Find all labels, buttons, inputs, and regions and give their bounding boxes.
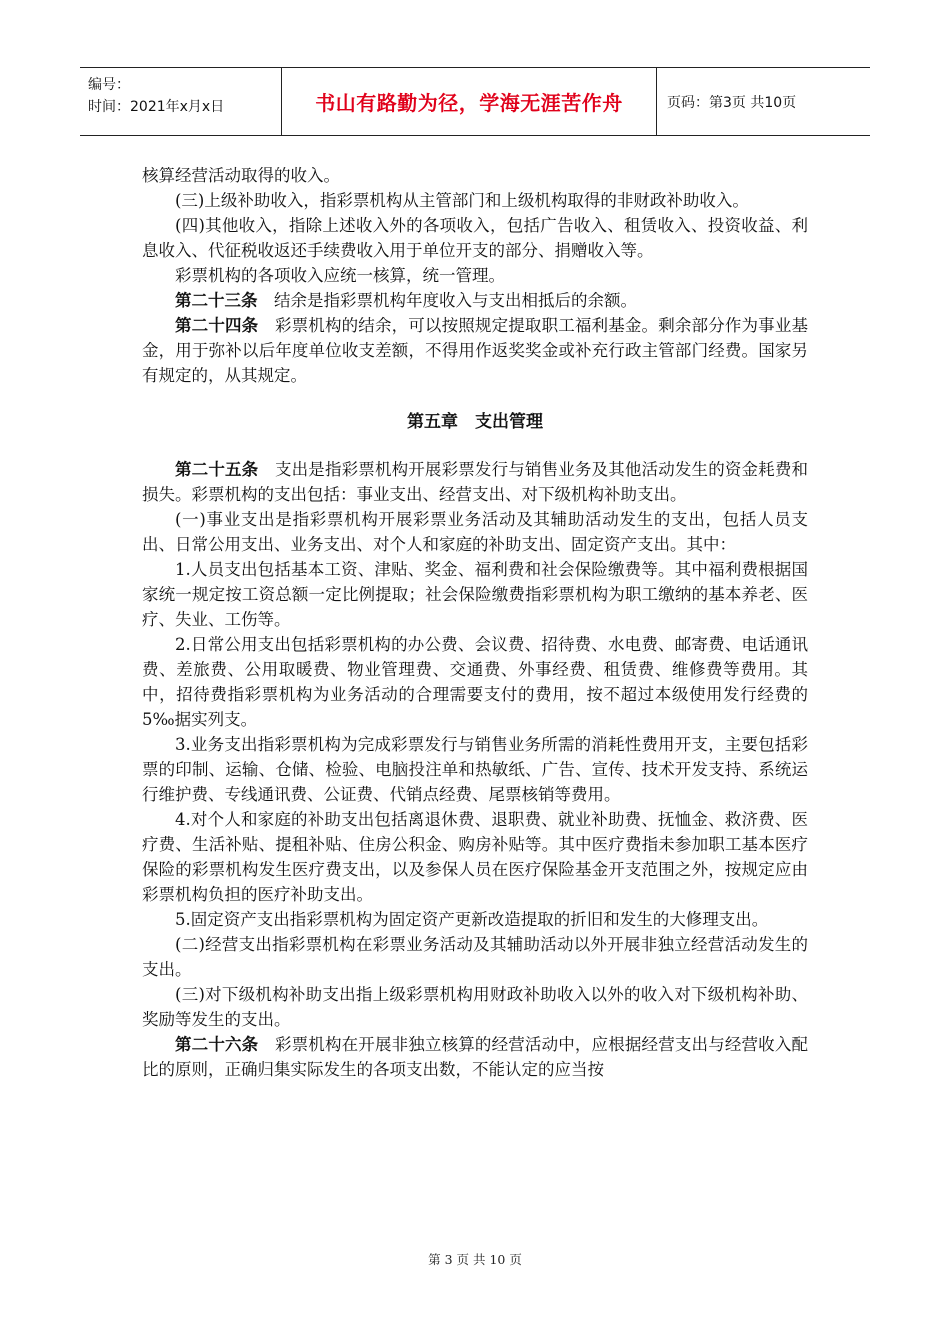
paragraph: 2.日常公用支出包括彩票机构的办公费、会议费、招待费、水电费、邮寄费、电话通讯费、差旅费、公用取暖费、物业管理费、交通费、外事经费、租赁费、维修费等费用。其中，招待费指彩票机构为业务活动的合理需要支付的费用，按不超过本级使用发行经费的5‰据实列支。 — [142, 635, 808, 729]
article-text: 彩票机构的结余，可以按照规定提取职工福利基金。剩余部分作为事业基金，用于弥补以后年度单位收支差额，不得用作返奖奖金或补充行政主管部门经费。国家另有规定的，从其规定。 — [142, 316, 809, 385]
article-title: 第二十六条 — [175, 1035, 259, 1054]
document-date-label: 时间：2021年x月x日 — [88, 99, 225, 115]
paragraph: (四)其他收入，指除上述收入外的各项收入，包括广告收入、租赁收入、投资收益、利息收入、代征税收返还手续费收入用于单位开支的部分、捐赠收入等。 — [142, 216, 808, 260]
article-text: 结余是指彩票机构年度收入与支出相抵后的余额。 — [274, 291, 637, 310]
paragraph: 4.对个人和家庭的补助支出包括离退休费、退职费、就业补助费、抚恤金、救济费、医疗费、生活补贴、提租补贴、住房公积金、购房补贴等。其中医疗费指未参加职工基本医疗保险的彩票机构发生医疗费支出，以及参保人员在医疗保险基金开支范围之外，按规定应由彩票机构负担的医疗补助支出。 — [142, 810, 808, 904]
paragraph: 核算经营活动取得的收入。 — [142, 166, 340, 185]
article-title: 第二十三条 — [175, 291, 258, 310]
paragraph: 1.人员支出包括基本工资、津贴、奖金、福利费和社会保险缴费等。其中福利费根据国家统一规定按工资总额一定比例提取；社会保险缴费指彩票机构为职工缴纳的基本养老、医疗、失业、工伤等。 — [142, 560, 808, 629]
article-title: 第二十四条 — [175, 316, 259, 335]
paragraph: 3.业务支出指彩票机构为完成彩票发行与销售业务所需的消耗性费用开支，主要包括彩票的印制、运输、仓储、检验、电脑投注单和热敏纸、广告、宣传、技术开发支持、系统运行维护费、专线通讯费、公证费、代销点经费、尾票核销等费用。 — [142, 735, 808, 804]
article-text: 支出是指彩票机构开展彩票发行与销售业务及其他活动发生的资金耗费和损失。彩票机构的支出包括：事业支出、经营支出、对下级机构补助支出。 — [142, 460, 809, 504]
paragraph: (一)事业支出是指彩票机构开展彩票业务活动及其辅助活动发生的支出，包括人员支出、日常公用支出、业务支出、对个人和家庭的补助支出、固定资产支出。其中： — [142, 510, 808, 554]
article-24 — [142, 313, 808, 388]
article-title: 第二十五条 — [175, 460, 259, 479]
document-number-label: 编号： — [88, 77, 130, 93]
paragraph: (三)上级补助收入，指彩票机构从主管部门和上级机构取得的非财政补助收入。 — [175, 191, 749, 210]
article-23 — [142, 288, 808, 313]
chapter-heading: 第五章 支出管理 — [407, 412, 543, 432]
page-footer: 第 3 页 共 10 页 — [428, 1252, 522, 1267]
paragraph: 彩票机构的各项收入应统一核算，统一管理。 — [175, 266, 505, 285]
header-page-info: 页码：第3页 共10页 — [667, 94, 797, 111]
paragraph: (二)经营支出指彩票机构在彩票业务活动及其辅助活动以外开展非独立经营活动发生的支出。 — [142, 935, 808, 979]
header-page-cell — [657, 68, 870, 135]
document-header — [80, 67, 870, 136]
article-25 — [142, 457, 808, 507]
paragraph: (三)对下级机构补助支出指上级彩票机构用财政补助收入以外的收入对下级机构补助、奖励等发生的支出。 — [142, 985, 808, 1029]
header-meta-cell — [80, 68, 282, 135]
article-text: 彩票机构在开展非独立核算的经营活动中，应根据经营支出与经营收入配比的原则，正确归集实际发生的各项支出数，不能认定的应当按 — [142, 1035, 809, 1079]
paragraph: 5.固定资产支出指彩票机构为固定资产更新改造提取的折旧和发生的大修理支出。 — [175, 910, 769, 929]
article-26 — [142, 1032, 808, 1082]
header-motto-cell — [282, 68, 657, 135]
header-motto: 书山有路勤为径，学海无涯苦作舟 — [315, 91, 623, 115]
document-body — [142, 163, 808, 1082]
